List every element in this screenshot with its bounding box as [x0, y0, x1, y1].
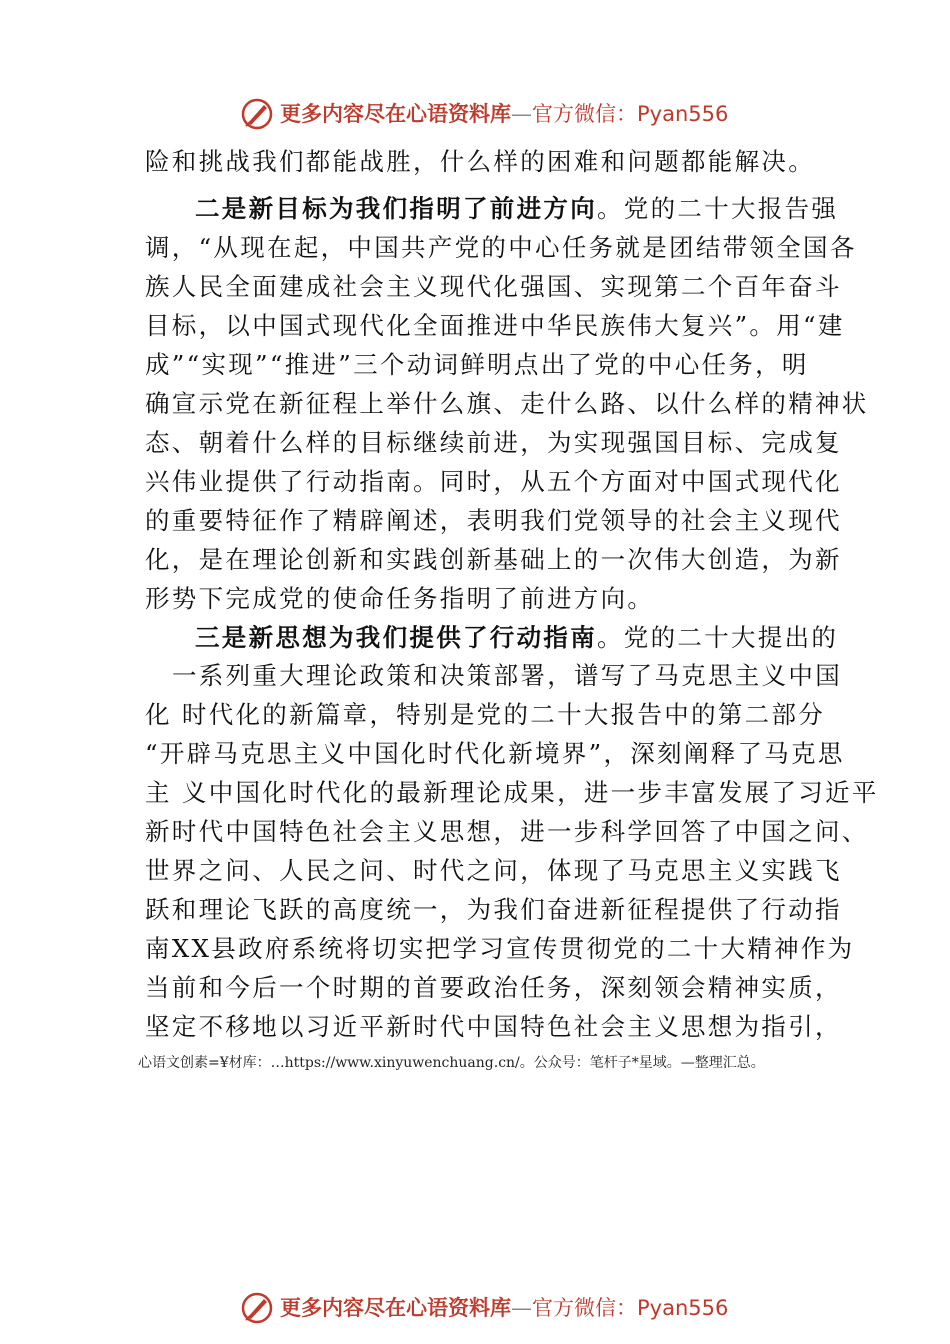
text-line: 南XX县政府系统将切实把学习宣传贯彻党的二十大精神作为 [145, 934, 855, 963]
text-line: 确宣示党在新征程上举什么旗、走什么路、以什么样的精神状 [145, 389, 869, 418]
banner-text [280, 1295, 728, 1321]
text-line: 目标，以中国式现代化全面推进中华民族伟大复兴”。用“建 [145, 311, 845, 340]
text-line: 险和挑战我们都能战胜，什么样的困难和问题都能解决。 [145, 147, 815, 176]
text-line: 跃和理论飞跃的高度统一，为我们奋进新征程提供了行动指 [145, 895, 842, 924]
text-line: 当前和今后一个时期的首要政治任务，深刻领会精神实质， [145, 973, 842, 1002]
section-lead: 三是新思想为我们提供了行动指南 [195, 623, 597, 652]
text-line: 态、朝着什么样的目标继续前进，为实现强国目标、完成复 [145, 428, 842, 457]
source-footnote: 心语文创素=¥材库：…https://www.xinyuwenchuang.cn/。公众号：笔杆子*星域。—整理汇总。 [138, 1055, 765, 1071]
text-line: 坚定不移地以习近平新时代中国特色社会主义思想为指引， [145, 1012, 842, 1041]
text-line: 二是新目标为我们指明了前进方向。党的二十大报告强 [195, 194, 839, 223]
text-line: 兴伟业提供了行动指南。同时，从五个方面对中国式现代化 [145, 467, 842, 496]
header-banner [0, 95, 950, 135]
text-line: 调，“从现在起，中国共产党的中心任务就是团结带领全国各 [145, 233, 857, 262]
footer-banner [0, 1289, 950, 1329]
quill-pen-logo-icon [240, 97, 274, 131]
quill-pen-logo-icon [240, 1291, 274, 1325]
banner-wechat: 官方微信：Pyan556 [532, 1296, 729, 1320]
text-line: 一系列重大理论政策和决策部署，谱写了马克思主义中国 [172, 661, 842, 690]
text-line: 形势下完成党的使命任务指明了前进方向。 [145, 584, 655, 613]
text-line: 三是新思想为我们提供了行动指南。党的二十大提出的 [195, 623, 839, 652]
text-line: 化 时代化的新篇章，特别是党的二十大报告中的第二部分 [145, 700, 826, 729]
banner-title: 更多内容尽在心语资料库 [280, 1296, 511, 1320]
text-line: 族人民全面建成社会主义现代化强国、实现第二个百年奋斗 [145, 272, 842, 301]
text-line: 成”“实现”“推进”三个动词鲜明点出了党的中心任务，明 [145, 350, 809, 379]
banner-wechat: 官方微信：Pyan556 [532, 102, 729, 126]
text-line: 化，是在理论创新和实践创新基础上的一次伟大创造，为新 [145, 545, 842, 574]
text-line: 新时代中国特色社会主义思想，进一步科学回答了中国之问、 [145, 817, 869, 846]
banner-title: 更多内容尽在心语资料库 [280, 102, 511, 126]
text-line: 世界之问、人民之问、时代之问，体现了马克思主义实践飞 [145, 856, 842, 885]
text-line: “开辟马克思主义中国化时代化新境界”，深刻阐释了马克思 [145, 739, 845, 768]
banner-text [280, 101, 728, 127]
section-lead: 二是新目标为我们指明了前进方向 [195, 194, 597, 223]
banner-dash: — [511, 102, 532, 126]
banner-dash: — [511, 1296, 532, 1320]
text-line: 的重要特征作了精辟阐述，表明我们党领导的社会主义现代 [145, 506, 842, 535]
text-line: 主 义中国化时代化的最新理论成果，进一步丰富发展了习近平 [145, 778, 879, 807]
